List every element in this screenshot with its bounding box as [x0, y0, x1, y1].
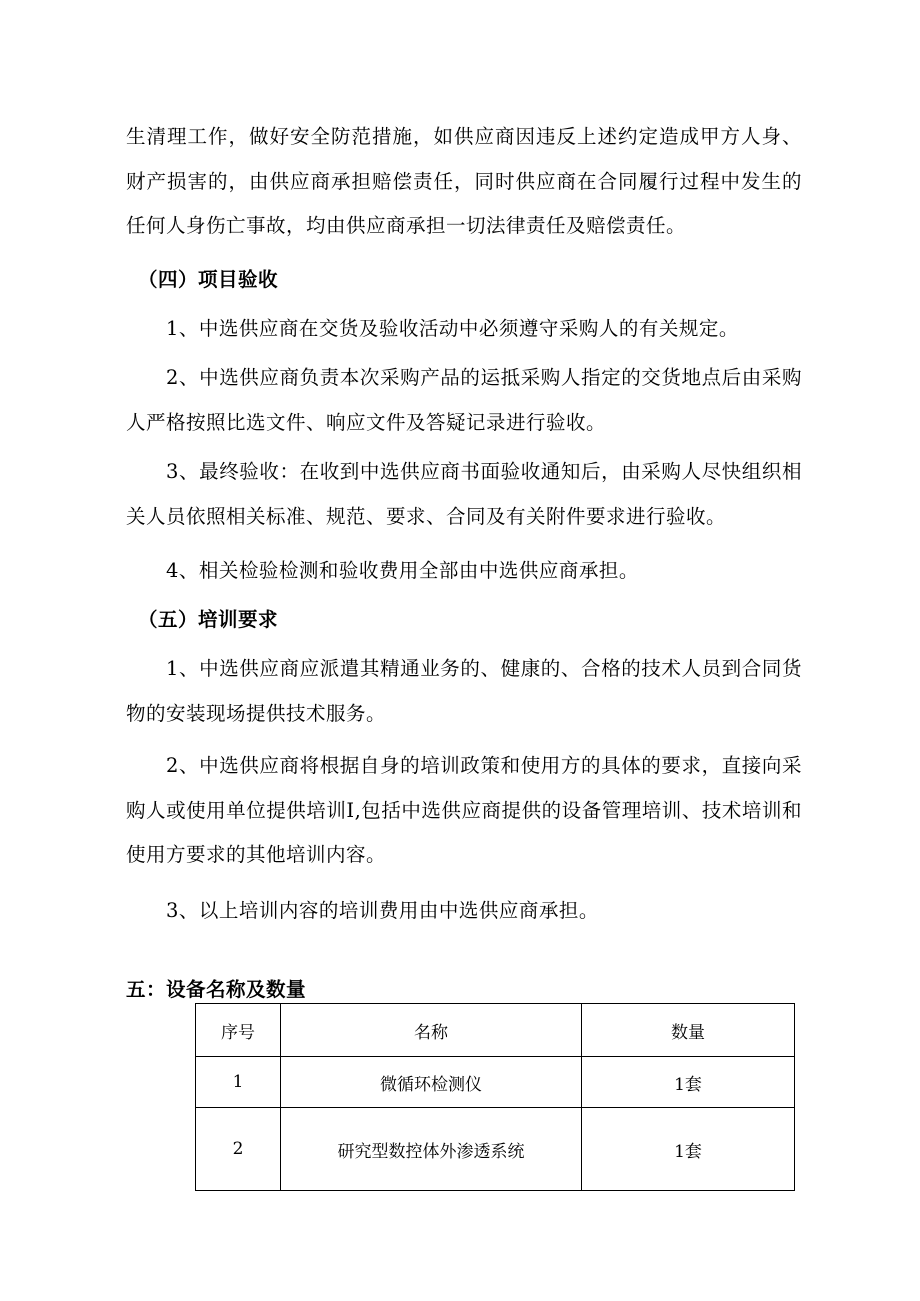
table-row: [196, 1057, 795, 1108]
training-item-2: 2、中选供应商将根据自身的培训政策和使用方的具体的要求，直接向采购人或使用单位提供培训I,包括中选供应商提供的设备管理培训、技术培训和使用方要求的其他培训内容。: [126, 754, 802, 866]
acceptance-item-2: 2、中选供应商负责本次采购产品的运抵采购人指定的交货地点后由采购人严格按照比选文件、响应文件及答疑记录进行验收。: [126, 366, 802, 434]
equipment-table: [195, 1003, 795, 1191]
section-heading-equipment: 五：设备名称及数量: [126, 978, 307, 1001]
table-header-row: [196, 1004, 795, 1057]
acceptance-item-4: 4、相关检验检测和验收费用全部由中选供应商承担。: [166, 559, 639, 582]
cell-index: 2: [196, 1108, 281, 1191]
table-row: [196, 1108, 795, 1191]
section-heading-acceptance: （四）项目验收: [138, 268, 279, 291]
cell-name: 微循环检测仪: [281, 1057, 582, 1108]
cell-name: 研究型数控体外渗透系统: [281, 1108, 582, 1191]
cell-quantity: 1套: [582, 1057, 795, 1108]
column-header-quantity: 数量: [582, 1004, 795, 1057]
section-heading-training: （五）培训要求: [138, 608, 279, 631]
acceptance-item-1: 1、中选供应商在交货及验收活动中必须遵守采购人的有关规定。: [166, 317, 739, 340]
column-header-name: 名称: [281, 1004, 582, 1057]
column-header-index: 序号: [196, 1004, 281, 1057]
cell-quantity: 1套: [582, 1108, 795, 1191]
cell-index: 1: [196, 1057, 281, 1108]
training-item-1: 1、中选供应商应派遣其精通业务的、健康的、合格的技术人员到合同货物的安装现场提供技术服务。: [126, 657, 802, 725]
acceptance-item-3: 3、最终验收：在收到中选供应商书面验收通知后，由采购人尽快组织相关人员依照相关标准、规范、要求、合同及有关附件要求进行验收。: [126, 460, 802, 528]
training-item-3: 3、以上培训内容的培训费用由中选供应商承担。: [166, 899, 599, 922]
paragraph-safety: 生清理工作，做好安全防范措施，如供应商因违反上述约定造成甲方人身、财产损害的，由供应商承担赔偿责任，同时供应商在合同履行过程中发生的任何人身伤亡事故，均由供应商承担一切法律责任及赔偿责任。: [126, 125, 802, 237]
